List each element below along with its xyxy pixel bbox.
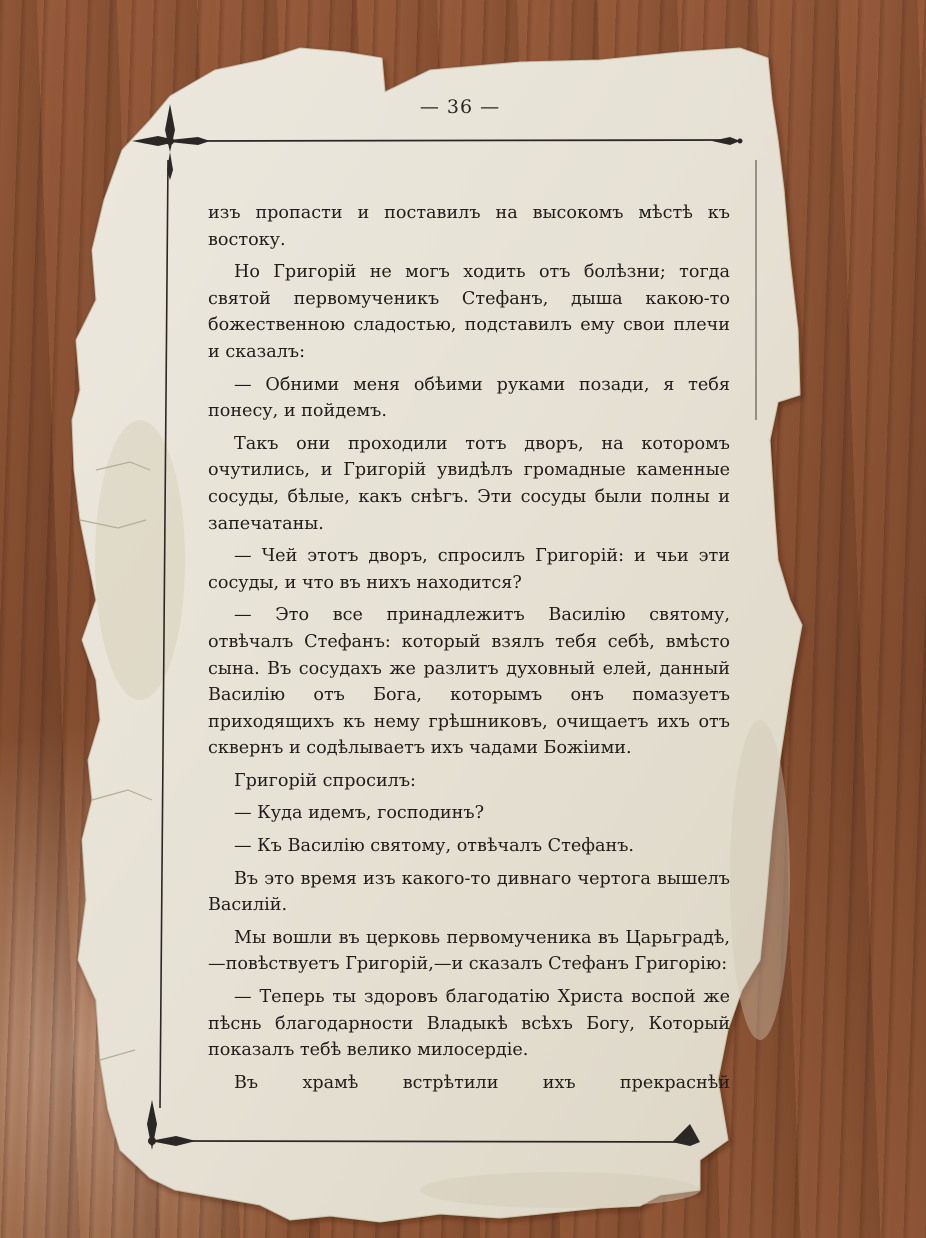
- paragraph: — Обними меня обѣими руками позади, я тебя понесу, и пойдемъ.: [208, 374, 730, 422]
- paragraph: Мы вошли въ церковь первомученика въ Царьградѣ,—повѣствуетъ Григорій,—и сказалъ Стефанъ Григорію:: [208, 927, 730, 975]
- paragraph: Въ храмѣ встрѣтили ихъ прекраснѣй: [234, 1072, 730, 1093]
- page-number: — 36 —: [419, 96, 501, 118]
- paragraph: Григорій спросилъ:: [234, 770, 416, 791]
- body-text: [208, 200, 730, 1102]
- paragraph: — Это все принадлежитъ Василію святому, отвѣчалъ Стефанъ: который взялъ тебя себѣ, вмѣсто сына. Въ сосудахъ же разлитъ духовный елей, данный Василію отъ Бога, которымъ онъ помазуетъ приходящихъ къ нему грѣшниковъ, очищаетъ ихъ отъ сквернъ и содѣлываетъ ихъ чадами Божіими.: [208, 605, 730, 759]
- paragraph: Но Григорій не могъ ходить отъ болѣзни; тогда святой первомученикъ Стефанъ, дыша какою-то божественною сладостью, подставилъ ему свои плечи и сказалъ:: [208, 262, 730, 362]
- paragraph: изъ пропасти и поставилъ на высокомъ мѣстѣ къ востоку.: [208, 203, 730, 250]
- paragraph: Такъ они проходили тотъ дворъ, на которомъ очутились, и Григорій увидѣлъ громадные каменные сосуды, бѣлые, какъ снѣгъ. Эти сосуды были полны и запечатаны.: [208, 433, 730, 534]
- paragraph: — Чей этотъ дворъ, спросилъ Григорій: и чьи эти сосуды, и что въ нихъ находится?: [208, 546, 730, 593]
- paragraph: Въ это время изъ какого-то дивнаго чертога вышелъ Василій.: [208, 868, 730, 916]
- paragraph: — Куда идемъ, господинъ?: [234, 803, 484, 824]
- paragraph: — Къ Василію святому, отвѣчалъ Стефанъ.: [234, 836, 635, 857]
- paragraph: — Теперь ты здоровъ благодатію Христа воспой же пѣснь благодарности Владыкѣ всѣхъ Богу, Который показалъ тебѣ велико милосердіе.: [208, 987, 730, 1061]
